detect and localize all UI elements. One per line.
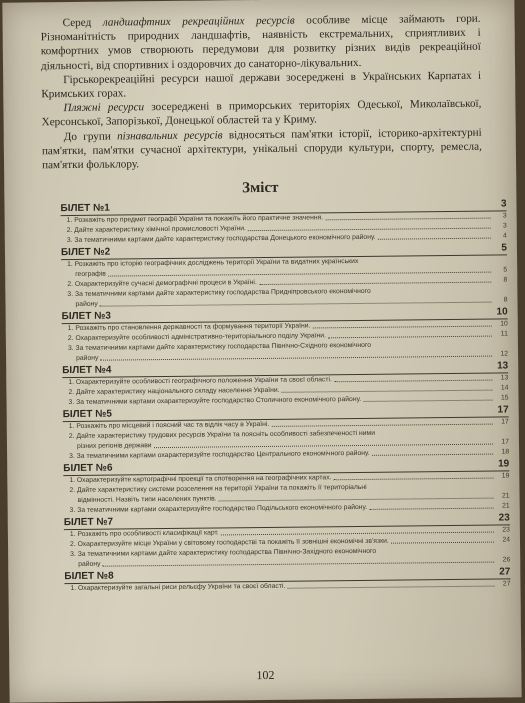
dot-leader — [219, 498, 494, 502]
contents-heading: Зміст — [242, 179, 279, 197]
dot-leader — [103, 562, 495, 567]
dot-leader — [116, 576, 495, 580]
paragraph-mountain: Гірськорекреаційні ресурси нашої держави зосереджені в Українських Карпатах і Кримських горах. — [41, 69, 482, 101]
dot-leader — [363, 400, 492, 402]
item-text: 1. Розкажіть про історію географічних досліджень території України та видатних українських — [67, 257, 359, 269]
item-text: 2. Дайте характеристику хімічної промисловості України. — [66, 225, 246, 235]
item-text: 2. Охарактеризуйте сучасні демографічні процеси в Україні. — [67, 279, 257, 289]
dot-leader — [113, 316, 492, 320]
dot-leader — [100, 302, 492, 307]
dot-leader — [221, 532, 494, 536]
page-number: 102 — [256, 667, 275, 683]
dot-leader — [271, 424, 492, 427]
ticket-title: БІЛЕТ №1 — [60, 202, 110, 215]
dot-leader — [378, 238, 491, 240]
item-text: 3. За тематичними картами охарактеризуйте господарство Центрального економічного району. — [69, 449, 370, 461]
item-page: 18 — [501, 448, 510, 456]
dot-leader — [113, 370, 492, 374]
dot-leader — [115, 468, 494, 472]
ticket-title: БІЛЕТ №2 — [60, 246, 111, 259]
dot-leader — [369, 508, 494, 510]
dot-leader — [313, 326, 492, 329]
item-page: 4 — [503, 232, 507, 240]
item-text-cont: району — [75, 300, 98, 308]
dot-leader — [248, 228, 491, 232]
item-page: 21 — [502, 502, 510, 510]
ticket-page: 13 — [496, 360, 509, 372]
item-page: 27 — [502, 580, 511, 588]
table-of-contents — [60, 197, 510, 594]
item-text: 3. За тематичними картами дайте характеристику господарства Північно-Західного економічного — [70, 547, 377, 559]
dot-leader — [115, 522, 494, 526]
item-text: 1. Розкажіть про особливості класифікації карт. — [69, 529, 219, 539]
item-page: 13 — [500, 374, 509, 382]
dot-leader — [114, 414, 493, 418]
dot-leader — [334, 380, 492, 383]
item-text: 2. Дайте характеристику системи розселення на території України та покажіть її територіальні — [69, 483, 367, 495]
dot-leader — [282, 390, 493, 393]
item-text: 1. Розкажіть про місцевий і поясний час та відлік часу в Україні. — [68, 420, 270, 431]
dot-leader — [325, 218, 490, 221]
ticket-title: БІЛЕТ №6 — [63, 462, 113, 475]
ticket-page: 10 — [496, 306, 508, 318]
item-page: 15 — [500, 394, 509, 402]
ticket-page: 19 — [498, 458, 510, 470]
item-text-cont: географів — [75, 270, 106, 278]
item-text: 1. Охарактеризуйте особливості географічного положення України та своєї області. — [68, 376, 332, 387]
item-page: 14 — [500, 384, 509, 392]
item-page: 26 — [502, 556, 511, 564]
item-text-cont: району — [76, 354, 99, 362]
ticket-title: БІЛЕТ №5 — [62, 408, 112, 421]
dot-leader — [328, 336, 492, 339]
ticket-title: БІЛЕТ №7 — [63, 516, 114, 529]
intro-text — [40, 12, 482, 173]
ticket-page: 3 — [500, 198, 507, 210]
item-text: 1. Розкажіть про предмет географії України та покажіть його практичне значення. — [66, 214, 324, 225]
dot-leader — [112, 252, 491, 256]
dot-leader — [372, 454, 494, 456]
item-text: 3. За тематичними картами охарактеризуйте господарство Столичного економічного району. — [68, 395, 362, 407]
item-text: 2. Охарактеризуйте особливості адміністративно-територіального поділу України. — [67, 332, 326, 343]
item-text: 1. Охарактеризуйте картографічні проекції та спотворення на географічних картах. — [69, 474, 332, 485]
item-page: 24 — [502, 536, 511, 544]
item-page: 10 — [500, 320, 508, 328]
item-text-cont: району — [78, 560, 101, 568]
item-page: 3 — [502, 222, 507, 230]
ticket-page: 5 — [501, 242, 508, 254]
dot-leader — [259, 282, 491, 285]
item-page: 21 — [501, 492, 510, 500]
dot-leader — [112, 208, 491, 212]
paragraph-beach: Пляжні ресурси зосереджені в приморських територіях Одеської, Миколаївської, Херсонської, Запорізької, Донецької областей та у Криму. — [41, 97, 482, 129]
item-page: 19 — [501, 472, 510, 480]
item-text: 3. За тематичними картами дайте характеристику господарства Придніпровського економічного — [67, 287, 371, 299]
item-page: 8 — [503, 276, 508, 284]
paragraph-landscape: Серед ландшафтних рекреаційних ресурсів особливе місце займають гори. Різноманітність природних ландшафтів, наявність екстремальних, сприятливих і комфортних умов створюють передумови для розвитку різних видів рекреаційної діяльності, від спортивних і оздоровчих до санаторно-лікувальних. — [40, 12, 481, 72]
dot-leader — [287, 586, 494, 589]
paragraph-cognitive: До групи пізнавальних ресурсів відносяться пам'ятки історії, історико-архітектурні пам'ятки, пам'ятки сучасної архітектури, унікальні споруди культури, спорту, ремесла, пам'ятки фольклору. — [41, 126, 482, 172]
item-text-cont: різних регіонів держави — [76, 442, 152, 450]
item-page: 11 — [500, 330, 508, 338]
dot-leader — [333, 478, 493, 481]
item-text: 1. Охарактеризуйте загальні риси рельєфу України та своєї області. — [70, 582, 286, 593]
item-page: 5 — [503, 266, 508, 274]
ticket-page: 17 — [497, 404, 509, 416]
item-page: 23 — [502, 526, 510, 534]
item-text: 2. Охарактеризуйте місце України у світовому господарстві та покажіть її зовнішні економічні зв'язки. — [69, 537, 389, 549]
book-page — [2, 0, 521, 703]
item-page: 17 — [501, 418, 509, 426]
item-page: 17 — [501, 438, 510, 446]
ticket-title: БІЛЕТ №8 — [64, 570, 114, 583]
ticket-page: 27 — [499, 566, 511, 578]
dot-leader — [391, 542, 494, 544]
ticket-title: БІЛЕТ №3 — [61, 310, 111, 323]
ticket-title: БІЛЕТ №4 — [62, 364, 112, 377]
item-text: 1. Розкажіть про становлення державності та формування території України. — [67, 322, 311, 333]
item-text: 3. За тематичними картами дайте характеристику господарства Північно-Східного економічного — [67, 341, 372, 353]
item-page: 12 — [500, 350, 509, 358]
item-text: 2. Дайте характеристику трудових ресурсів України та поясніть особливості забезпеченості ними — [68, 429, 376, 441]
dot-leader — [100, 356, 492, 361]
item-text-cont: відмінності. Назвіть типи населених пунктів. — [77, 495, 217, 504]
item-text: 3. За тематичними картами дайте характеристику господарства Донецького економічного району. — [66, 233, 376, 245]
item-page: 8 — [503, 296, 508, 304]
item-text: 3. За тематичними картами охарактеризуйте господарство Подільського економічного району. — [69, 503, 368, 515]
item-page: 3 — [502, 212, 507, 220]
item-text: 2. Дайте характеристику національного складу населення України. — [68, 386, 280, 397]
ticket-page: 23 — [498, 512, 510, 524]
